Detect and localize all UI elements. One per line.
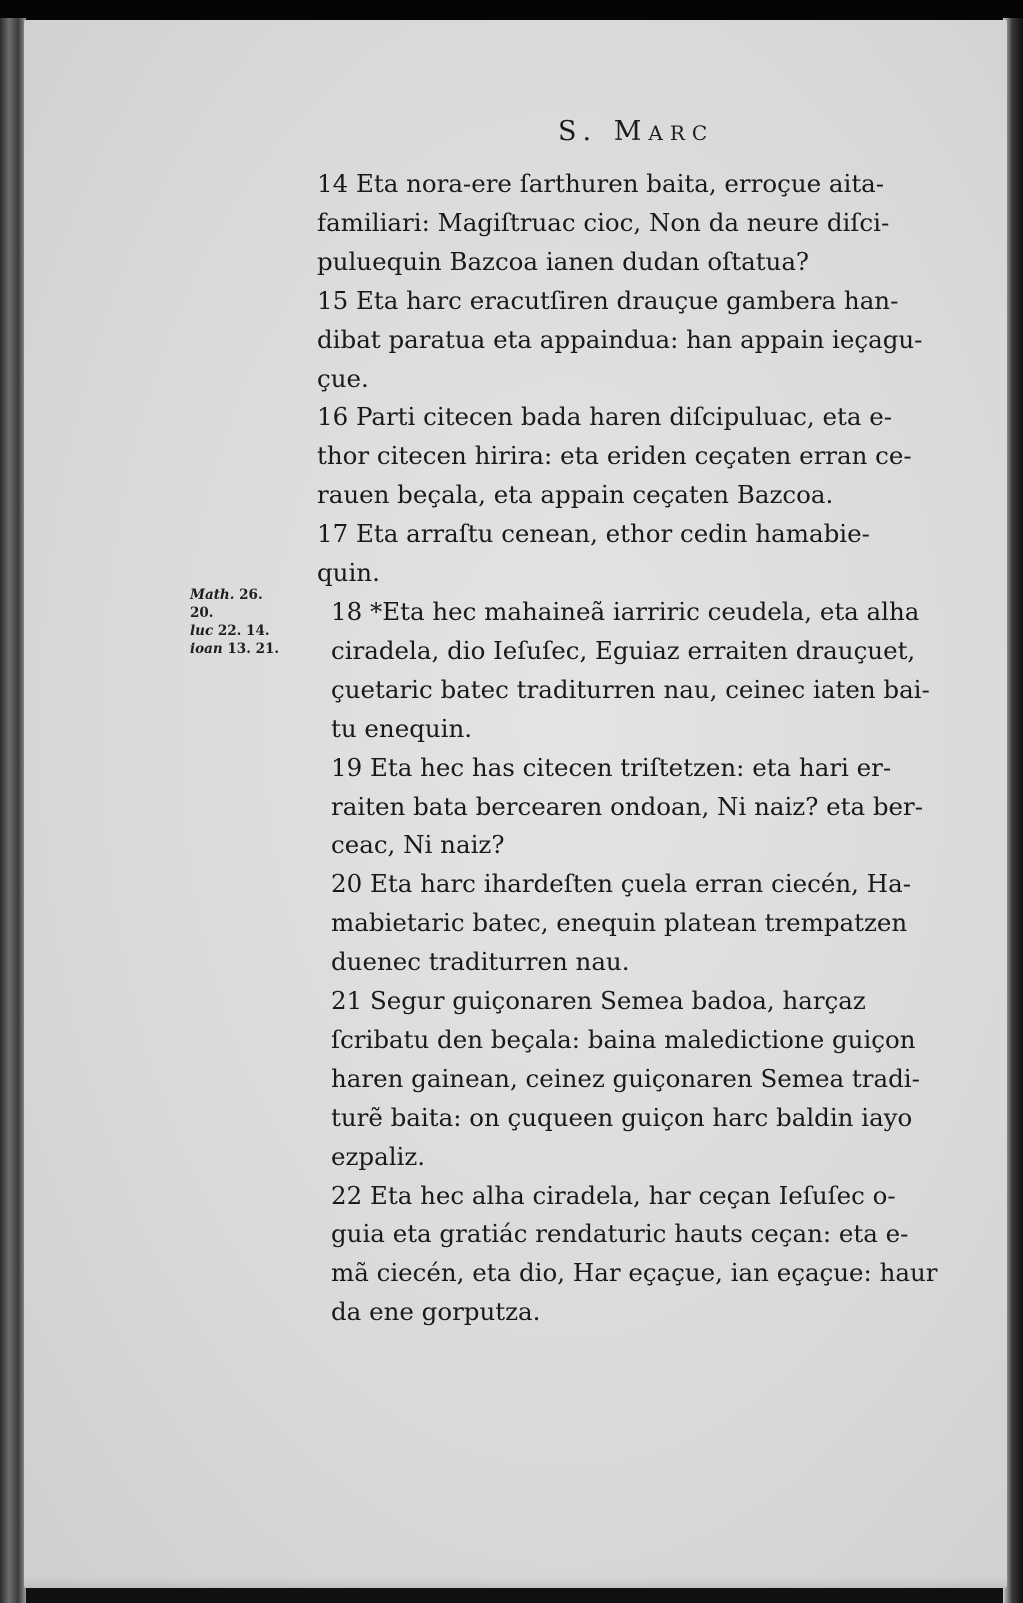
margin-cross-references <box>190 586 318 658</box>
text-line: tu enequin. <box>331 713 473 743</box>
page-bottom-shadow <box>24 1576 1007 1588</box>
verse-14 <box>317 165 977 282</box>
margin-note <box>190 604 318 622</box>
text-line: guia eta gratiác rendaturic hauts ceçan: eta e- <box>331 1219 909 1249</box>
text-line: 15 Eta harc eracutſiren drauçue gambera han- <box>317 285 899 315</box>
text-line: 20 Eta harc ihardeſten çuela erran ciecén, Ha- <box>331 869 911 899</box>
text-line: familiari: Magiſtruac cioc, Non da neure diſci- <box>317 207 890 237</box>
text-line: ſcribatu den beçala: baina maledictione guiçon <box>331 1024 916 1054</box>
margin-note-ref: 13. 21. <box>227 641 280 657</box>
running-head <box>558 116 714 147</box>
verse-19 <box>317 749 977 866</box>
body-text <box>317 165 977 1332</box>
verse-18 <box>317 593 977 749</box>
margin-note-ref: 26. <box>239 587 263 603</box>
text-line: çue. <box>317 363 369 393</box>
running-head-initial: M <box>613 116 649 147</box>
verse-15 <box>317 282 977 399</box>
margin-note <box>190 622 318 640</box>
book-page <box>24 20 1007 1588</box>
verse-17 <box>317 515 977 593</box>
margin-note-ref: 22. 14. <box>217 623 270 639</box>
text-line: raiten bata bercearen ondoan, Ni naiz? eta ber- <box>331 791 924 821</box>
text-line: 16 Parti citecen bada haren diſcipuluac, eta e- <box>317 402 892 432</box>
running-head-rest: ARC <box>648 121 715 145</box>
text-line: 14 Eta nora-ere ſarthuren baita, erroçue aita- <box>317 169 885 198</box>
margin-note <box>190 640 318 658</box>
text-line: mã ciecén, eta dio, Har eçaçue, ian eçaçue: haur <box>331 1258 938 1288</box>
text-line: thor citecen hirira: eta eriden ceçaten erran ce- <box>317 441 912 471</box>
text-line: 18 *Eta hec mahaineã iarriric ceudela, eta alha <box>331 596 920 626</box>
text-line: mabietaric batec, enequin platean trempatzen <box>331 908 908 938</box>
text-line: quin. <box>317 558 380 588</box>
text-line: ciradela, dio Ieſuſec, Eguiaz erraiten drauçuet, <box>331 635 916 665</box>
margin-note <box>190 586 318 604</box>
text-line: haren gainean, ceinez guiçonaren Semea tradi- <box>331 1063 920 1093</box>
margin-note-ref: 20. <box>190 605 214 621</box>
text-line: turẽ baita: on çuqueen guiçon harc baldin iayo <box>331 1102 913 1132</box>
running-head-prefix: S. <box>558 116 599 147</box>
margin-note-book: luc <box>190 623 214 639</box>
verse-21 <box>317 982 977 1177</box>
text-line: 21 Segur guiçonaren Semea badoa, harçaz <box>331 986 866 1016</box>
text-line: puluequin Bazcoa ianen dudan oſtatua? <box>317 246 810 276</box>
verse-22 <box>317 1177 977 1333</box>
text-line: dibat paratua eta appaindua: han appain ieçagu- <box>317 324 923 354</box>
margin-note-book: Math. <box>190 587 235 603</box>
verse-16 <box>317 398 977 515</box>
text-line: 19 Eta hec has citecen triſtetzen: eta hari er- <box>331 752 892 782</box>
text-line: ezpaliz. <box>331 1141 426 1171</box>
text-line: 22 Eta hec alha ciradela, har ceçan Ieſuſec o- <box>331 1180 896 1210</box>
scan-top-border <box>0 0 1023 22</box>
text-line: 17 Eta arraſtu cenean, ethor cedin hamabie- <box>317 519 870 549</box>
text-line: çuetaric batec traditurren nau, ceinec iaten bai- <box>331 674 930 704</box>
book-binding-edge <box>0 18 26 1603</box>
verse-20 <box>317 865 977 982</box>
text-line: da ene gorputza. <box>331 1297 541 1327</box>
text-line: rauen beçala, eta appain ceçaten Bazcoa. <box>317 480 834 510</box>
text-line: ceac, Ni naiz? <box>331 830 505 860</box>
text-line: duenec traditurren nau. <box>331 947 630 977</box>
margin-note-book: ioan <box>190 641 223 657</box>
